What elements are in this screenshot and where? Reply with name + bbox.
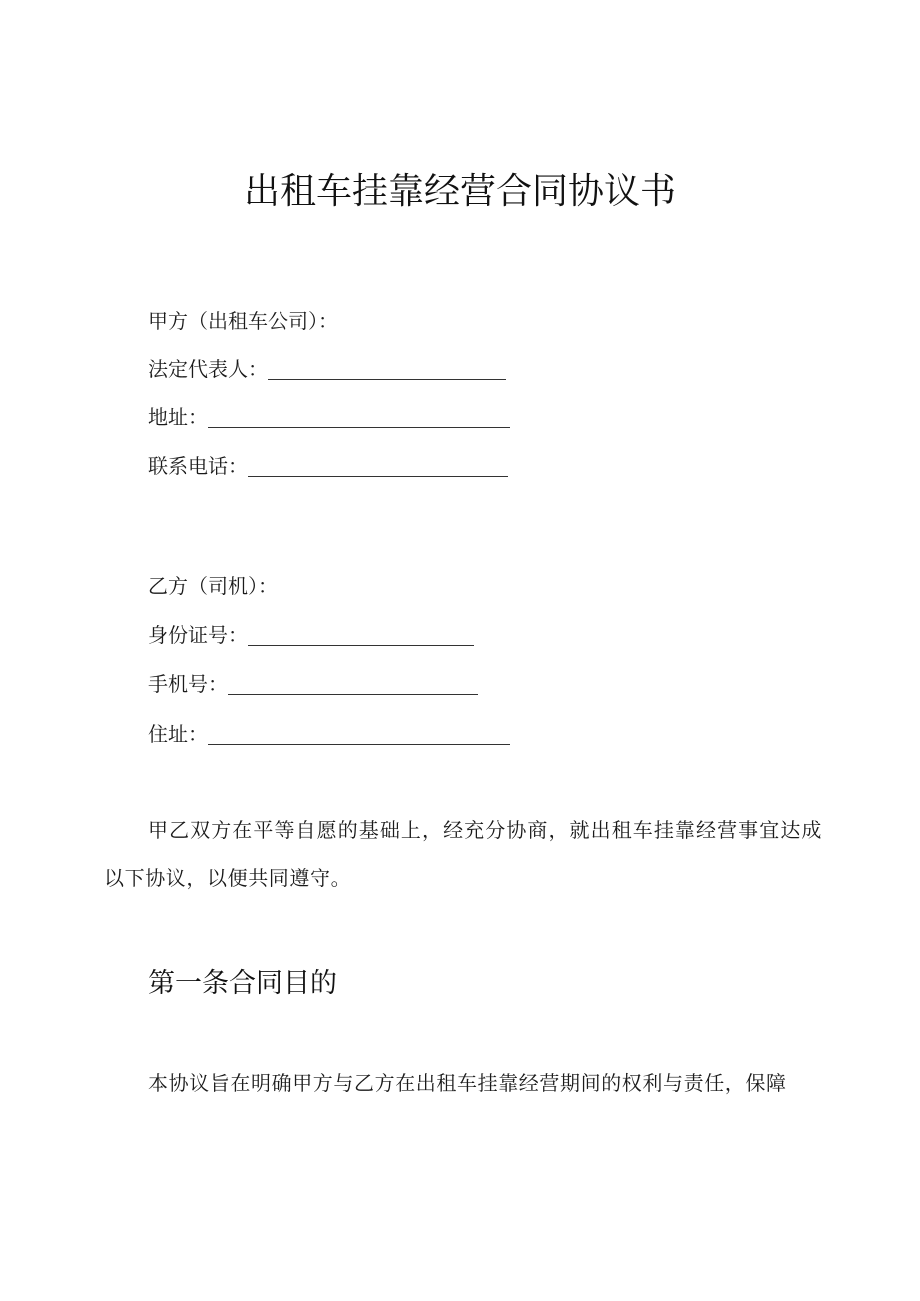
intro-paragraph: 甲乙双方在平等自愿的基础上，经充分协商，就出租车挂靠经营事宜达成以下协议，以便共同遵守。 — [104, 818, 822, 890]
representative-blank[interactable] — [268, 357, 506, 380]
party-b-mobile-field — [148, 669, 478, 699]
party-b-heading-text: 乙方（司机）： — [148, 574, 278, 598]
section-1-heading: 第一条合同目的 — [148, 968, 337, 999]
mobile-blank[interactable] — [228, 672, 478, 695]
id-label: 身份证号： — [148, 623, 248, 647]
phone-blank[interactable] — [248, 454, 508, 477]
party-a-heading — [148, 306, 338, 336]
mobile-label: 手机号： — [148, 672, 228, 696]
residence-blank[interactable] — [208, 722, 510, 745]
residence-label: 住址： — [148, 722, 208, 746]
party-b-id-field — [148, 620, 474, 650]
address-label: 地址： — [148, 405, 208, 429]
address-blank[interactable] — [208, 405, 510, 428]
party-a-representative-field — [148, 354, 506, 384]
representative-label: 法定代表人： — [148, 357, 268, 381]
id-blank[interactable] — [248, 623, 474, 646]
phone-label: 联系电话： — [148, 454, 248, 478]
party-b-heading — [148, 571, 278, 601]
page-title: 出租车挂靠经营合同协议书 — [243, 171, 676, 212]
party-b-residence-field — [148, 719, 510, 749]
section-1-body: 本协议旨在明确甲方与乙方在出租车挂靠经营期间的权利与责任，保障 — [148, 1071, 787, 1095]
party-a-phone-field — [148, 451, 508, 481]
party-a-address-field — [148, 402, 510, 432]
party-a-heading-text: 甲方（出租车公司）： — [148, 309, 338, 333]
